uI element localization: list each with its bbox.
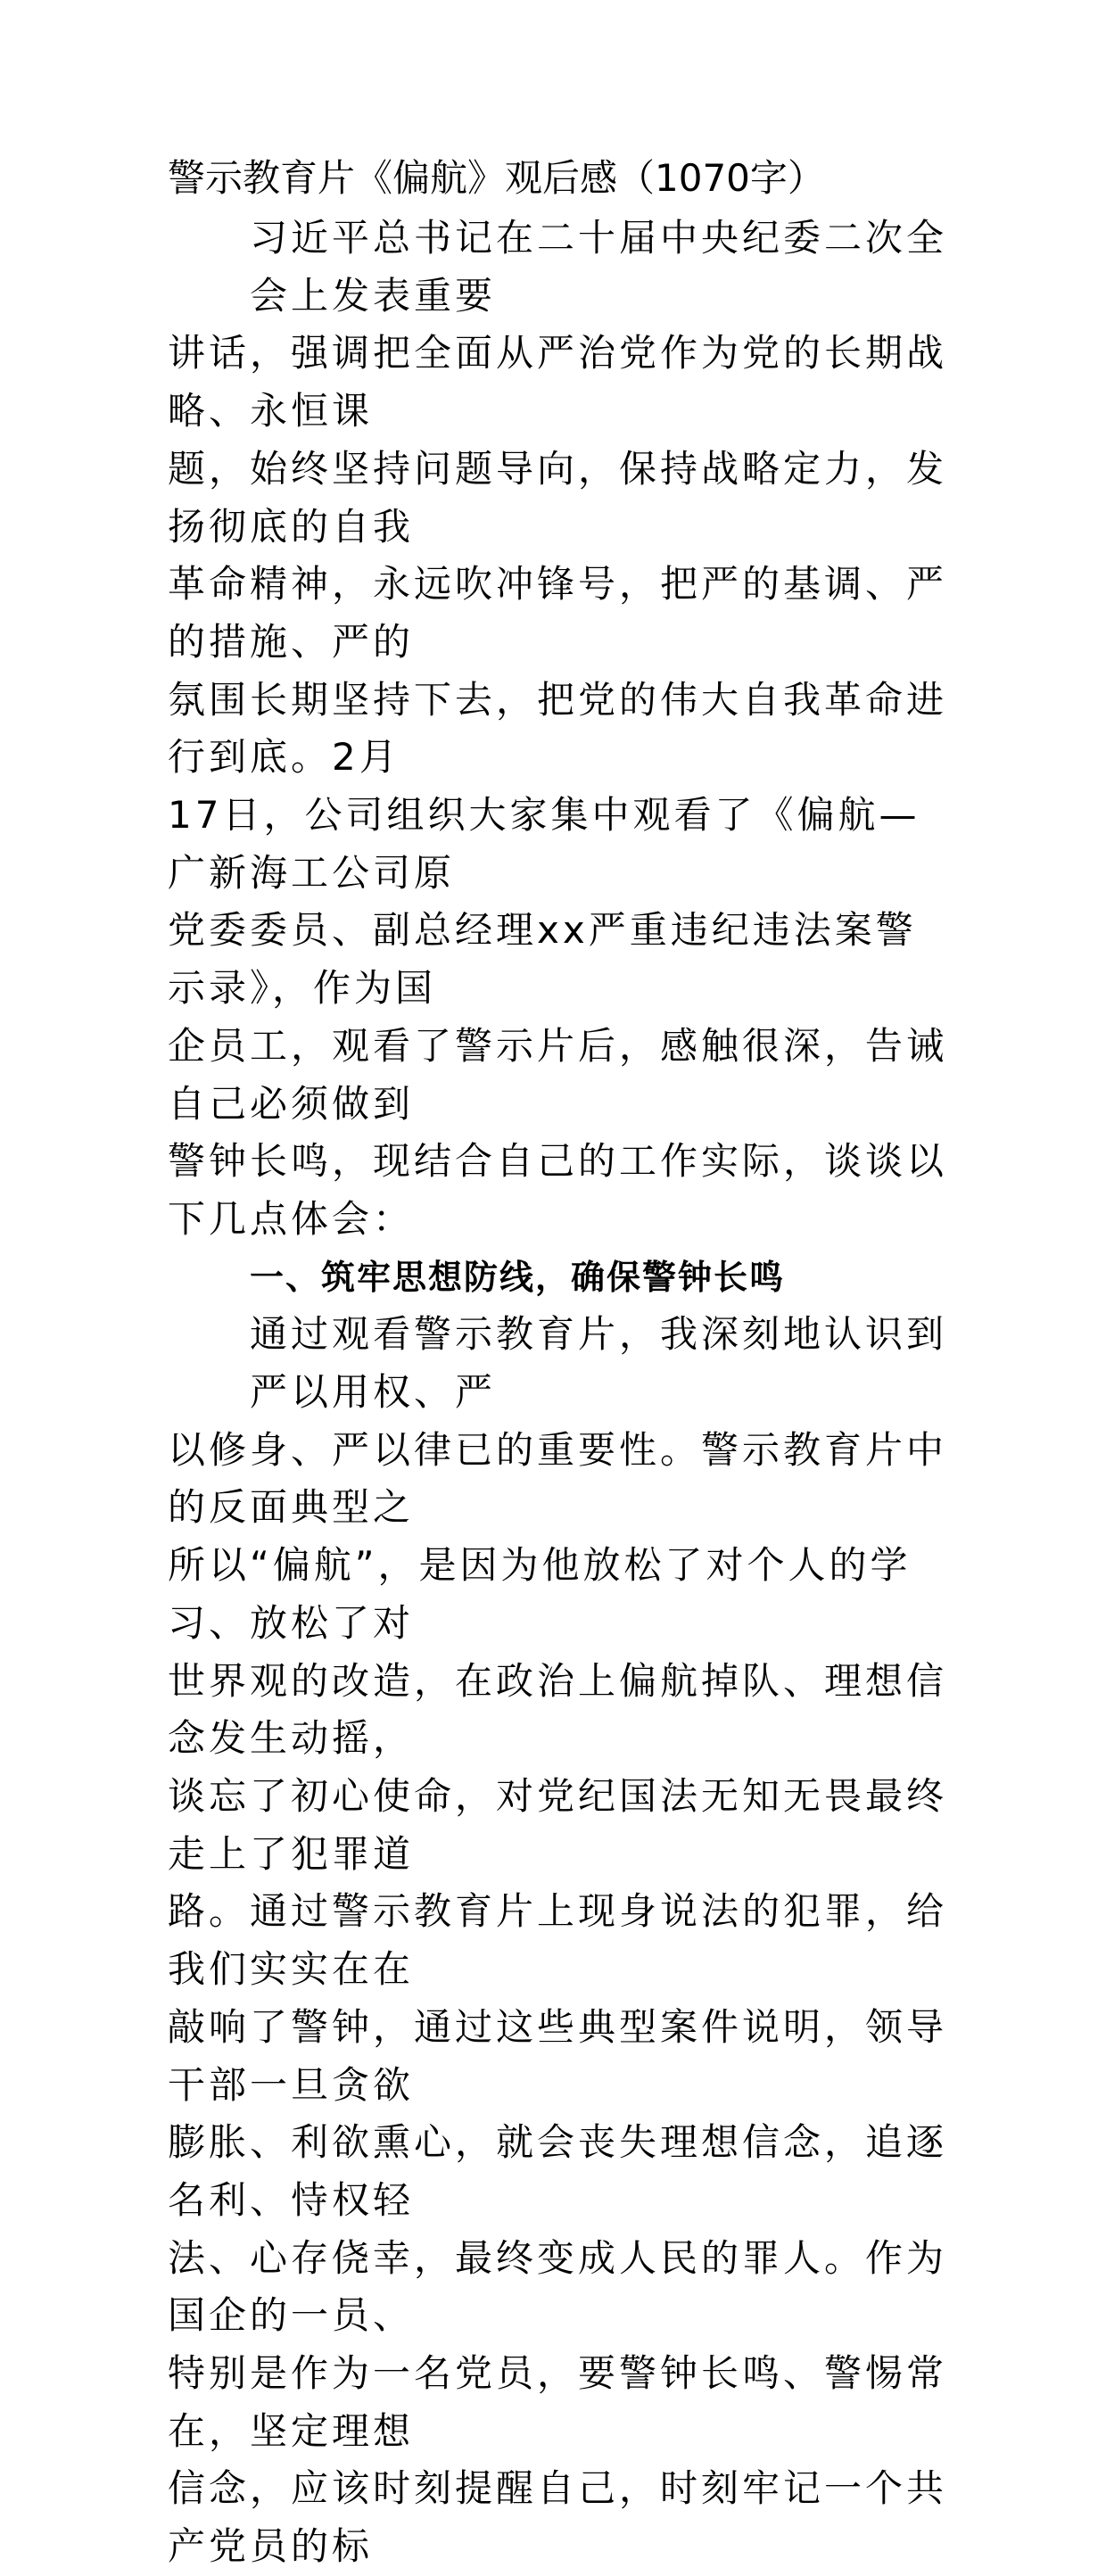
text-line: 17日，公司组织大家集中观看了《偏航—广新海工公司原 [168,793,920,895]
text-line: 题，始终坚持问题导向，保持战略定力，发扬彻底的自我 [168,446,948,549]
text-line: 讲话，强调把全面从严治党作为党的长期战略、永恒课 [168,331,948,433]
text-line: 以修身、严以律已的重要性。警示教育片中的反面典型之 [168,1427,948,1530]
document-page [168,147,953,2576]
text-line: 法、心存侥幸，最终变成人民的罪人。作为国企的一员、 [168,2235,948,2338]
text-line: 企员工，观看了警示片后，感触很深，告诫自己必须做到 [168,1023,948,1126]
text-line: 氛围长期坚持下去，把党的伟大自我革命进行到底。2月 [168,677,948,780]
section-heading: 一、筑牢思想防线，确保警钟长鸣 [250,1257,786,1297]
text-line: 所以“偏航”，是因为他放松了对个人的学习、放松了对 [168,1543,912,1645]
paragraph-1 [168,210,953,1249]
text-line: 信念，应该时刻提醒自己，时刻牢记一个共产党员的标 [168,2466,948,2569]
text-line: 路。通过警示教育片上现身说法的犯罪，给我们实实在在 [168,1889,948,1992]
text-line: 习近平总书记在二十届中央纪委二次全会上发表重要 [250,216,948,318]
text-line: 党委委员、副总经理xx严重违纪违法案警示录》，作为国 [168,908,917,1011]
text-line: 谈忘了初心使命，对党纪国法无知无畏最终走上了犯罪道 [168,1773,948,1876]
text-line: 革命精神，永远吹冲锋号，把严的基调、严的措施、严的 [168,562,948,664]
text-line: 膨胀、利欲熏心，就会丧失理想信念，追逐名利、恃权轻 [168,2120,948,2222]
text-line: 敲响了警钟，通过这些典型案件说明，领导干部一旦贪欲 [168,2004,948,2107]
text-line: 特别是作为一名党员，要警钟长鸣、警惕常在，坚定理想 [168,2351,948,2453]
text-line: 世界观的改造，在政治上偏航掉队、理想信念发生动摇， [168,1658,948,1761]
document-title: 警示教育片《偏航》观后感（1070字） [168,156,825,200]
paragraph-2 [168,1306,953,2575]
text-line: 警钟长鸣，现结合自己的工作实际，谈谈以下几点体会： [168,1139,948,1241]
text-line: 通过观看警示教育片，我深刻地认识到严以用权、严 [250,1312,948,1415]
